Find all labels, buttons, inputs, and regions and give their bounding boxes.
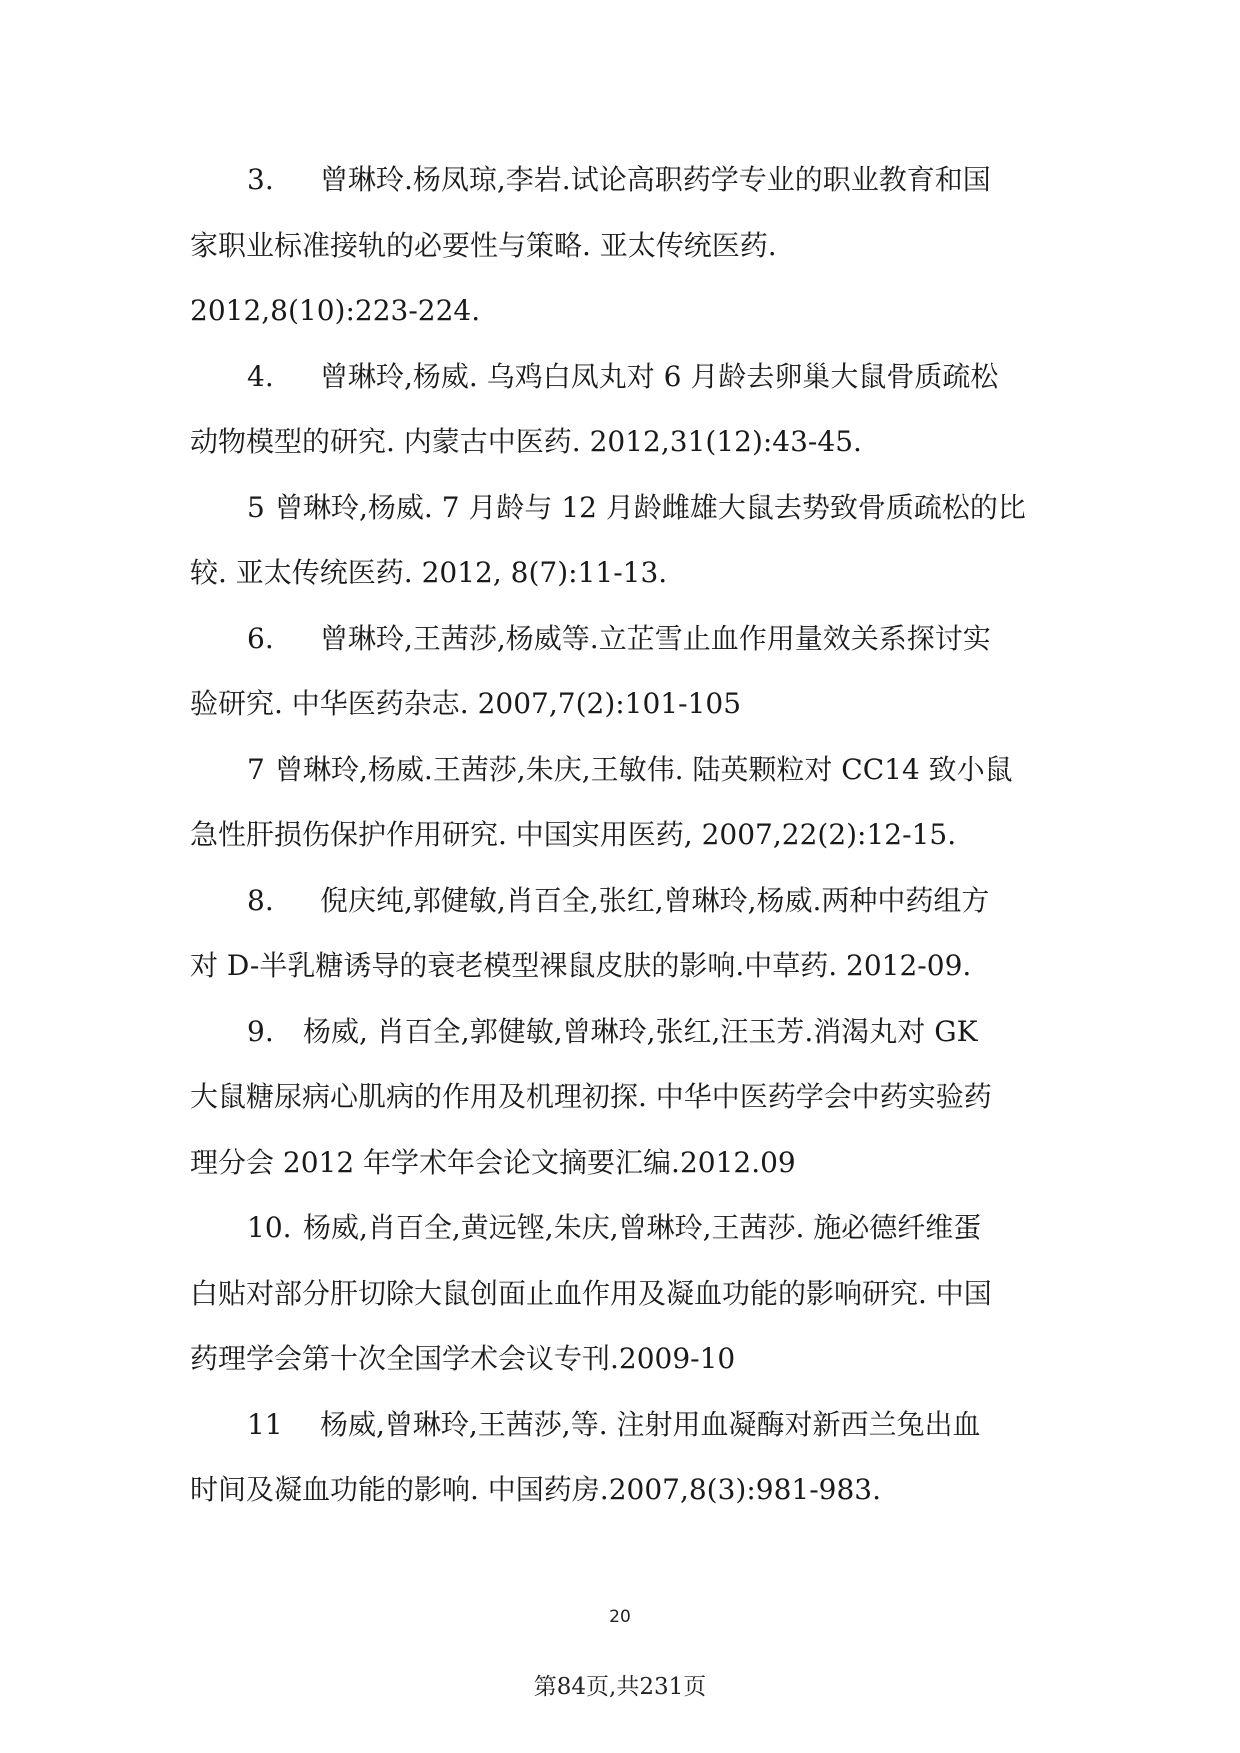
reference-text: 倪庆纯,郭健敏,肖百全,张红,曾琳玲,杨威.两种中药组方 (320, 883, 990, 917)
reference-number: 7 (247, 752, 265, 786)
reference-line (190, 815, 1060, 881)
reference-text: 2012,8(10):223-224. (190, 294, 481, 327)
reference-line (190, 291, 1060, 357)
reference-text: 家职业标准接轨的必要性与策略. 亚太传统医药. (190, 228, 777, 262)
reference-text: 曾琳玲,王茜莎,杨威等.立芷雪止血作用量效关系探讨实 (320, 621, 991, 655)
reference-number: 6. (247, 621, 274, 655)
reference-number: 3. (247, 163, 274, 196)
reference-line (190, 160, 1060, 226)
reference-item (190, 357, 1060, 488)
page-footer: 第84页,共231页 (533, 1674, 707, 1700)
reference-item (190, 881, 1060, 1012)
reference-item (190, 1208, 1060, 1405)
reference-text: 对 D-半乳糖诱导的衰老模型裸鼠皮肤的影响.中草药. 2012-09. (190, 949, 972, 982)
reference-line (190, 1077, 1060, 1143)
reference-text: 理分会 2012 年学术年会论文摘要汇编.2012.09 (190, 1145, 796, 1179)
reference-number: 4. (247, 359, 274, 393)
reference-item (190, 160, 1060, 357)
reference-text: 杨威, 肖百全,郭健敏,曾琳玲,张红,汪玉芳.消渴丸对 GK (303, 1014, 978, 1048)
reference-number: 9. (247, 1014, 274, 1048)
reference-text: 曾琳玲,杨威. 乌鸡白凤丸对 6 月龄去卵巢大鼠骨质疏松 (320, 359, 999, 393)
reference-line (190, 1012, 1060, 1078)
reference-text: 验研究. 中华医药杂志. 2007,7(2):101-105 (190, 687, 742, 720)
reference-number: 8. (247, 883, 274, 917)
reference-text: 大鼠糖尿病心肌病的作用及机理初探. 中华中医药学会中药实验药 (190, 1080, 992, 1113)
reference-line (190, 946, 1060, 1012)
reference-line (190, 750, 1060, 816)
reference-line (190, 684, 1060, 750)
reference-line (190, 881, 1060, 947)
reference-text: 曾琳玲,杨威.王茜莎,朱庆,王敏伟. 陆英颗粒对 CC14 致小鼠 (275, 752, 1013, 786)
reference-text: 白贴对部分肝切除大鼠创面止血作用及凝血功能的影响研究. 中国 (190, 1276, 992, 1310)
reference-line (190, 1405, 1060, 1471)
reference-number: 10. (247, 1211, 292, 1244)
reference-item (190, 488, 1060, 619)
reference-line (190, 226, 1060, 292)
reference-number: 11 (247, 1407, 283, 1441)
reference-line (190, 553, 1060, 619)
reference-text: 曾琳玲,杨威. 7 月龄与 12 月龄雌雄大鼠去势致骨质疏松的比 (275, 490, 1026, 524)
reference-list (190, 160, 1060, 1536)
reference-text: 杨威,肖百全,黄远铿,朱庆,曾琳玲,王茜莎. 施必德纤维蛋 (303, 1211, 982, 1244)
reference-line (190, 1274, 1060, 1340)
reference-line (190, 422, 1060, 488)
reference-line (190, 1470, 1060, 1536)
reference-text: 曾琳玲.杨凤琼,李岩.试论高职药学专业的职业教育和国 (320, 163, 991, 196)
reference-text: 药理学会第十次全国学术会议专刊.2009-10 (190, 1342, 736, 1375)
reference-text: 急性肝损伤保护作用研究. 中国实用医药, 2007,22(2):12-15. (190, 818, 957, 851)
reference-line (190, 1143, 1060, 1209)
reference-line (190, 1208, 1060, 1274)
reference-item (190, 1012, 1060, 1209)
reference-item (190, 750, 1060, 881)
page-number: 20 (609, 1607, 631, 1627)
reference-text: 动物模型的研究. 内蒙古中医药. 2012,31(12):43-45. (190, 425, 862, 458)
reference-line (190, 1339, 1060, 1405)
reference-line (190, 357, 1060, 423)
reference-text: 杨威,曾琳玲,王茜莎,等. 注射用血凝酶对新西兰兔出血 (320, 1407, 981, 1441)
reference-item (190, 619, 1060, 750)
reference-number: 5 (247, 490, 265, 524)
reference-item (190, 1405, 1060, 1536)
reference-line (190, 488, 1060, 554)
reference-text: 较. 亚太传统医药. 2012, 8(7):11-13. (190, 556, 668, 589)
reference-line (190, 619, 1060, 685)
reference-text: 时间及凝血功能的影响. 中国药房.2007,8(3):981-983. (190, 1473, 882, 1506)
